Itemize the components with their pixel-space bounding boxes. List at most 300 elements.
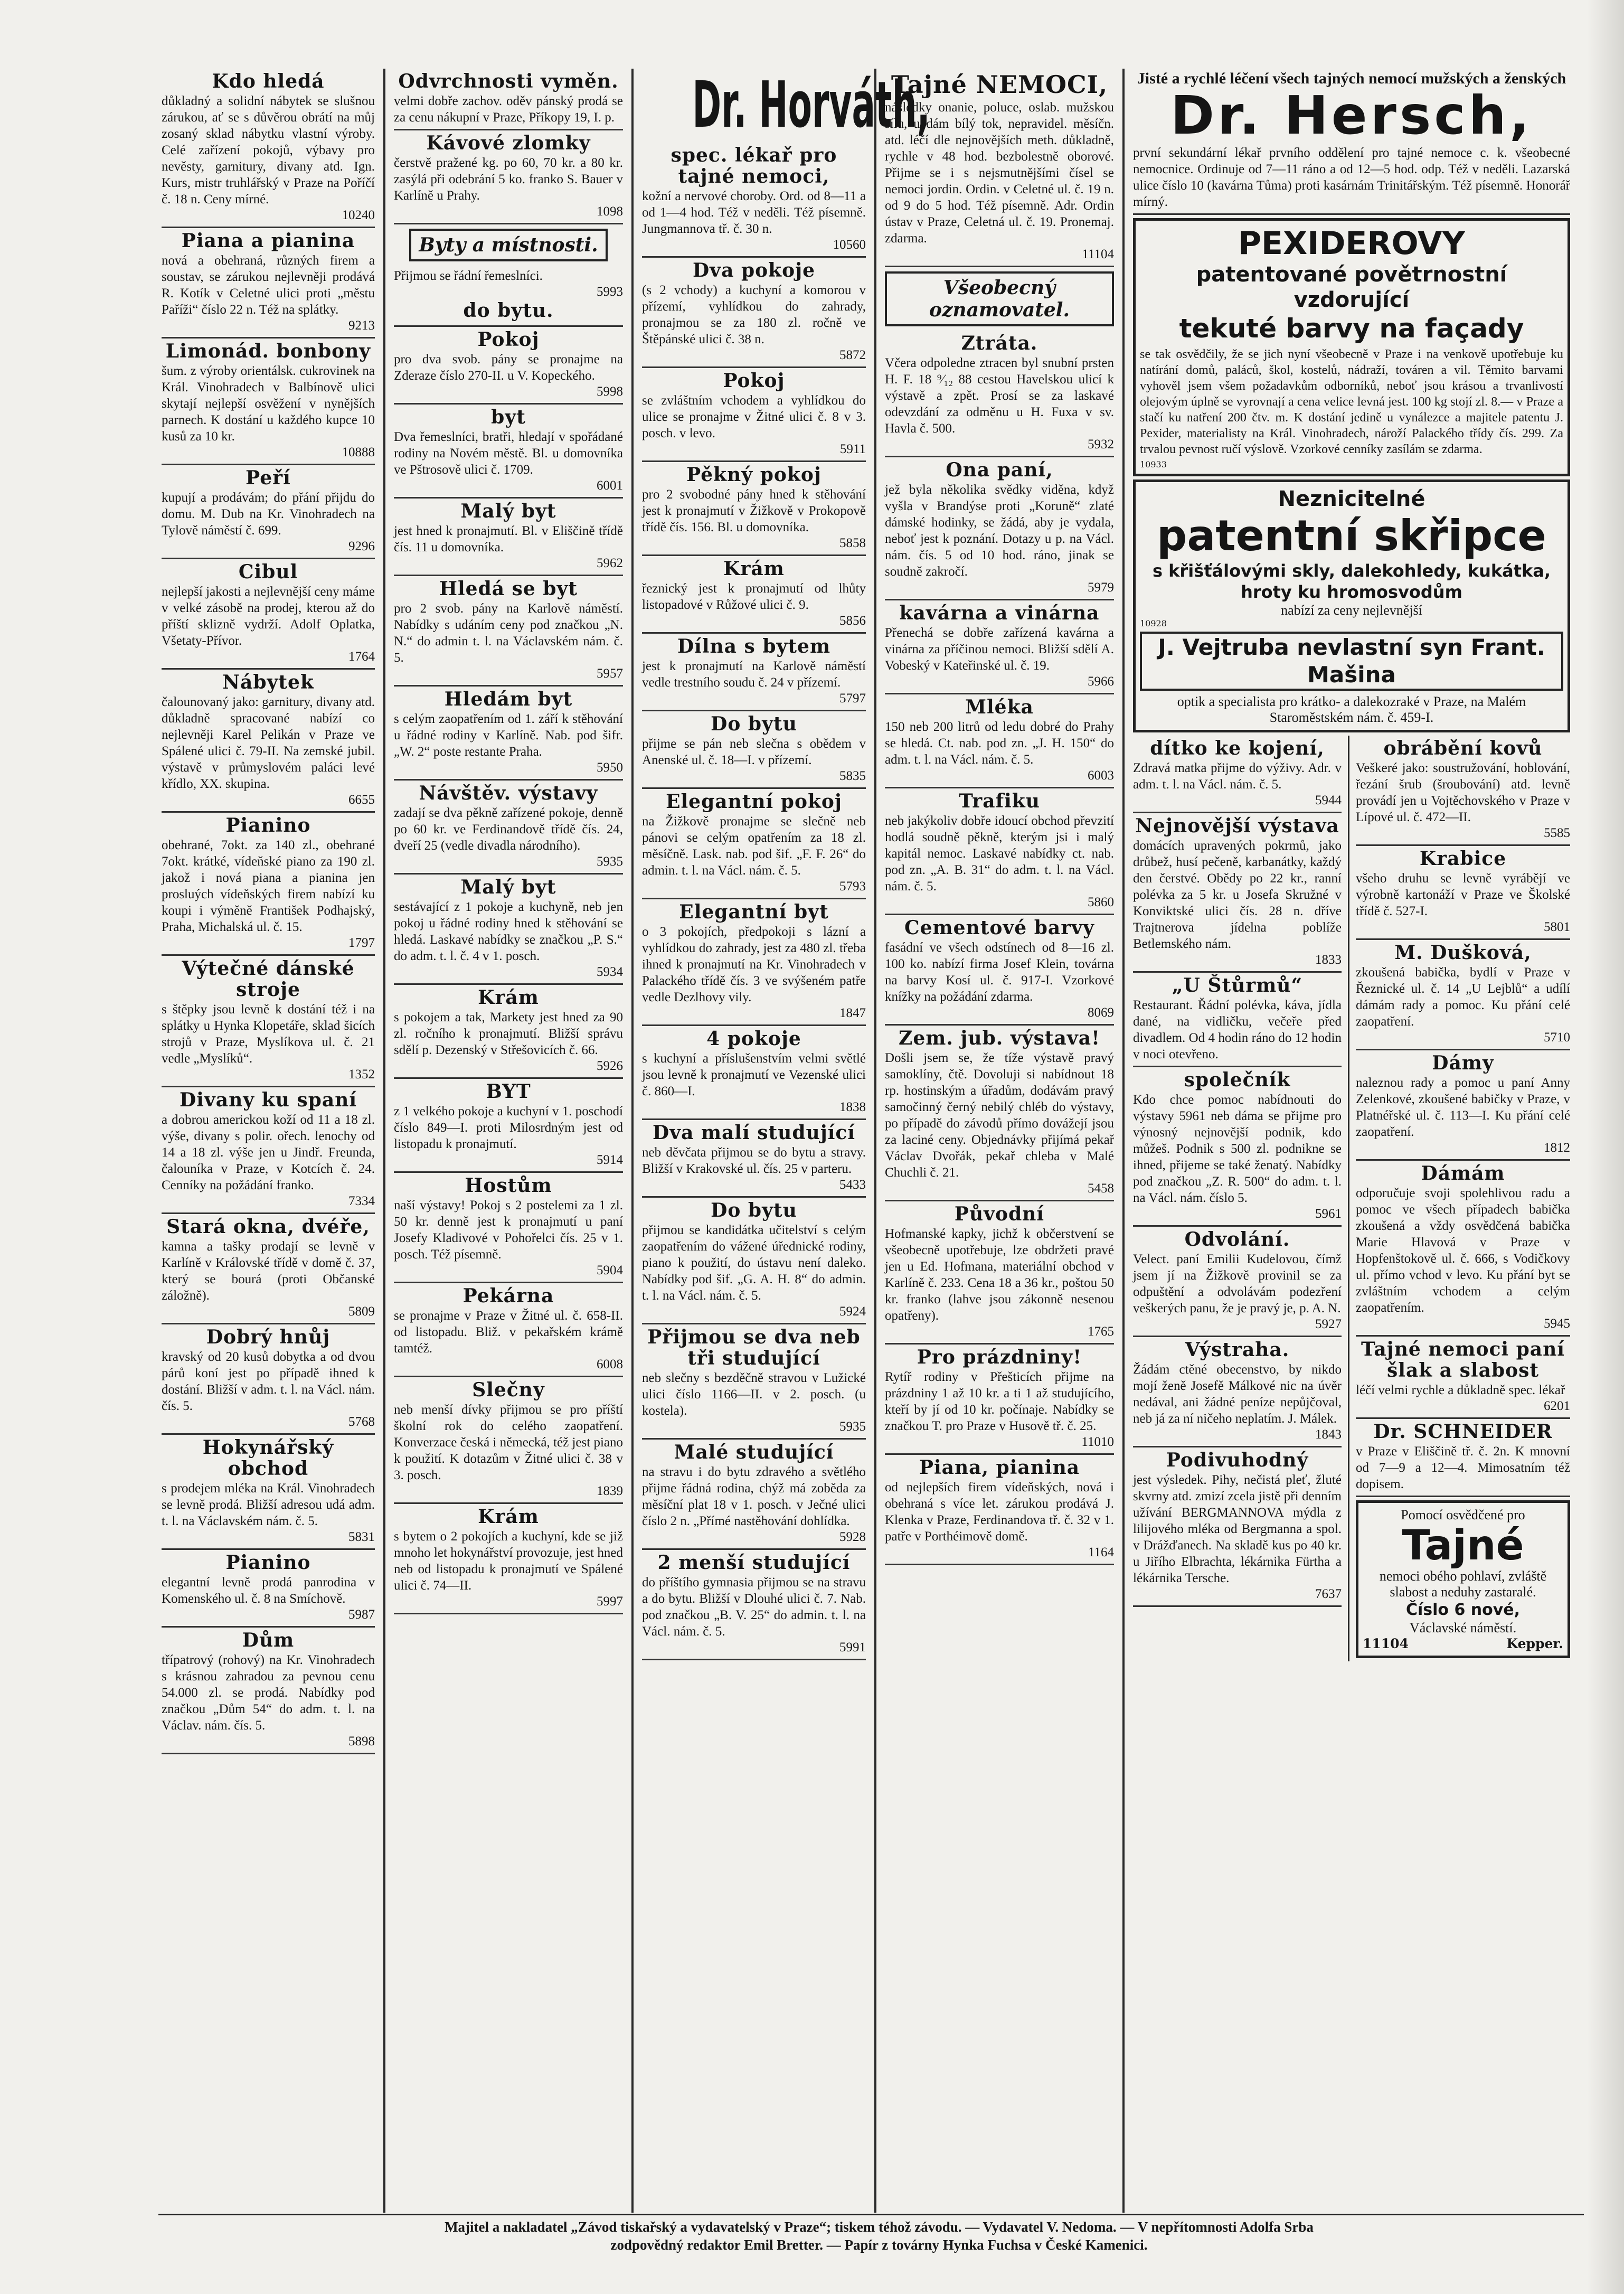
- ad-body: jest k pronajmutí na Karlově náměstí vedle trestního soudu č. 24 v přízemí.: [642, 659, 866, 690]
- ad-number: 1764: [348, 650, 375, 664]
- hersch-name: Dr. Hersch,: [1170, 84, 1533, 146]
- ad-number: 5928: [839, 1530, 866, 1544]
- classified-ad: [1133, 1067, 1342, 1227]
- classified-ad: [885, 600, 1114, 694]
- ad-number: 5831: [348, 1530, 375, 1544]
- skripce-title: Neznicitelné: [1278, 487, 1425, 511]
- pexider-body: se tak osvědčily, že se jich nyní všeobecně v Praze i na venkově upotřebuje ku natírání domů, paláců, škol, kostelů, nádraží, továren a vil. Těmito barvami vyhověl jsem všem požadavkům odborníků, neboť jsou krásou a trvanlivostí olejovým úplně se vyrovnají a cena velice levná jest. 100 kg stojí zl. 8.— v Praze a stačí ku natření 200 čtv. m. K dostání jedině u vynálezce a majitele patentu J. Pexider, materialisty na Král. Vinohradech, nároží Palackého třídy čís. 299. Za trvalou pevnost ručí výslově. Vzorkové cenníky zasílám se zdarma.: [1140, 347, 1563, 456]
- classified-ad: [885, 1455, 1114, 1565]
- classified-ad: [885, 694, 1114, 788]
- ad-number: 7637: [1315, 1587, 1342, 1601]
- classified-ad: [394, 1504, 623, 1614]
- tajne-body: nemoci obého pohlaví, zvláště slabost a neduhy zastaralé.: [1379, 1568, 1547, 1600]
- ad-body: řeznický jest k pronajmutí od lhůty listopadové v Růžové ulici č. 9.: [642, 581, 866, 612]
- ad-title: Nábytek: [222, 671, 314, 693]
- classified-ad: [162, 1214, 375, 1324]
- ad-number: 1098: [597, 204, 623, 219]
- hersch-ad: [1133, 69, 1570, 215]
- ad-title: Slečny: [472, 1379, 545, 1401]
- ad-body: Hofmanské kapky, jichž k občerstvení se všeobecně upotřebuje, lze obdržeti pravé jen u Ed. Hofmana, materiální obchod v Karlíně č. 233. Cena 18 a 36 kr., poštou 50 kr. franko (lahve jsou zákonně nesenou opatřeny).: [885, 1227, 1114, 1323]
- ad-title: Nejnovější výstava: [1135, 815, 1339, 837]
- ad-body: s bytem o 2 pokojích a kuchyní, kde se již mnoho let hokynářství provozuje, jest hned neb od listopadu k pronajmutí ve Spálené ulici č. 74—II.: [394, 1529, 623, 1593]
- ad-title: Kdo hledá: [212, 70, 325, 92]
- classified-ad: [885, 915, 1114, 1026]
- ad-body: důkladný a solidní nábytek se slušnou zárukou, ať se s důvěrou obrátí na můj zosaný sklad nábytku vlastní výroby. Celé zařízení pokojů, výbavy pro nevěsty, garnitury, divany atd. Ign. Kurs, mistr truhlářský v Praze na Poříčí č. 18 n. Ceny mírné.: [162, 94, 375, 206]
- ad-number: 5957: [597, 666, 623, 681]
- ad-title: Tajné nemoci paní šlak a slabost: [1361, 1338, 1565, 1381]
- ad-number: 7334: [348, 1194, 375, 1208]
- ad-number: 5458: [1088, 1181, 1114, 1196]
- classified-ad: [394, 781, 623, 875]
- ad-number: 5932: [1088, 437, 1114, 452]
- ad-number: 10560: [833, 238, 866, 252]
- classified-ad: [1133, 973, 1342, 1067]
- classified-ad: [162, 559, 375, 670]
- ad-title: Hledá se byt: [439, 578, 578, 600]
- tajne-foot: [1363, 1636, 1563, 1651]
- ad-body: Přenechá se dobře zařízená kavárna a vinárna za příčinou nemoci. Bližší sdělí A. Vobeský v Kateřinské ul. č. 19.: [885, 626, 1114, 673]
- ad-body: z 1 velkého pokoje a kuchyní v 1. poschodí číslo 849—I. proti Milosrdným jest od listopadu k pronajmutí.: [394, 1104, 623, 1151]
- ad-number: 5856: [839, 614, 866, 628]
- ad-body: se pronajme v Praze v Žitné ul. č. 658-II. od listopadu. Bliž. v pekařském krámě tamtéž.: [394, 1309, 623, 1356]
- classified-ad: [394, 1283, 623, 1377]
- column-3: [634, 69, 930, 2213]
- ad-number: 5927: [1315, 1317, 1342, 1331]
- ad-number: 5914: [597, 1153, 623, 1167]
- footer-rule: [158, 2214, 1584, 2215]
- tajne-addr: Václavské náměstí.: [1409, 1620, 1517, 1635]
- ad-body: naší výstavy! Pokoj s 2 postelemi za 1 zl. 50 kr. denně jest k pronajmutí u paní Josefy Kladivové v Pohořelci čís. 25 v 1. posch. Též písemně.: [394, 1198, 623, 1262]
- ad-number: 1843: [1315, 1427, 1342, 1442]
- ad-body: přijme se pán neb slečna s obědem v Anenské ul. č. 18—I. v přízemí.: [642, 737, 866, 767]
- ad-title: byt: [491, 406, 526, 428]
- classified-ad: [642, 368, 866, 462]
- ad-body: naleznou rady a pomoc u paní Anny Zelenkové, zkoušené babičky v Praze, v Platnéřské ul. č. 113—I. Ku přání celé zaopatření.: [1356, 1076, 1570, 1139]
- hersch-headline: Jisté a rychlé léčení všech tajných nemocí mužských a ženských: [1137, 70, 1566, 87]
- ad-number: 5433: [839, 1178, 866, 1192]
- ad-number: 5945: [1544, 1317, 1570, 1331]
- classified-ad: [394, 576, 623, 687]
- ad-columns: [153, 69, 1579, 2213]
- dr-horvath-headline: Dr. Horváth,: [692, 69, 930, 142]
- ad-number: 5935: [597, 854, 623, 869]
- ad-title: Peří: [246, 467, 291, 489]
- ad-body: o 3 pokojích, předpokoji s lázní a vyhlídkou do zahrady, jest za 480 zl. třeba ihned k pronajmutí na Kr. Vinohradech v Palackého třídě čís. 3 ve svýšeném patře vedle Dezlhovy vily.: [642, 925, 866, 1004]
- pexider-number: 10933: [1140, 459, 1167, 469]
- skripce-sub: s křišťálovými skly, dalekohledy, kukátka, hroty ku hromosvodům: [1152, 561, 1551, 602]
- classified-ad: [642, 1198, 866, 1324]
- ad-title: Malý byt: [460, 876, 556, 898]
- ad-body: čerstvě pražené kg. po 60, 70 kr. a 80 kr. zasýlá při odebrání 5 ko. franko S. Bauer v Karlíně u Prahy.: [394, 156, 623, 203]
- ad-number: 6655: [348, 793, 375, 807]
- pexider-title: PEXIDEROVY: [1238, 225, 1465, 262]
- ad-body: Zdravá matka přijme do výživy. Adr. v adm. t. l. na Václ. nám. č. 5.: [1133, 761, 1342, 792]
- classified-ad: [1356, 1419, 1570, 1497]
- column-1: [153, 69, 385, 2213]
- ad-title: Přijmou se dva neb tři studující: [647, 1326, 861, 1369]
- classified-ad: [162, 670, 375, 813]
- ad-number: 8069: [1088, 1005, 1114, 1020]
- classified-ad: [885, 457, 1114, 600]
- ad-body: s štěpky jsou levně k dostání též i na splátky u Hynka Klopetáře, sklad šicích strojů v Praze, Myslíkova ul. č. 21 vedle „Myslíků“.: [162, 1002, 375, 1066]
- ad-number: 1839: [597, 1484, 623, 1498]
- ad-title: Hostům: [465, 1174, 552, 1197]
- ad-body: nejlepší jakosti a nejlevnější ceny máme v velké zásobě na prodej, kterou až do příští sklizně vydrží. Adolf Oplatka, Všetaty-Přívor.: [162, 585, 375, 648]
- classified-ad: [642, 1440, 866, 1550]
- imprint-line-1: Majitel a nakladatel „Závod tiskařský a vydavatelský v Praze“; tiskem téhož závodu. — Vydavatel V. Nedoma. — V nepřítomnosti Adolfa Srba: [445, 2219, 1314, 2235]
- ad-number: 5835: [839, 769, 866, 783]
- ad-number: 5991: [839, 1640, 866, 1654]
- classified-ad: [642, 789, 866, 899]
- ad-title: Krám: [478, 1506, 539, 1528]
- classified-ad: [1356, 1337, 1570, 1419]
- ad-number: 11104: [1082, 247, 1114, 261]
- ad-number: 1812: [1544, 1141, 1570, 1155]
- column-2: [385, 69, 634, 2213]
- pexider-sub1: patentované povětrnostní vzdorující: [1196, 262, 1507, 312]
- classified-ad: [885, 1026, 1114, 1201]
- ad-body: Došli jsem se, že tíže výstavě pravý samoklíny, čtě. Dovoluji si nabídnout 18 rp. hostinským a úřadům, dodávám pravý samočinný černý nebilý chléb do výstavy, po případě do závodů přímo dovážejí jsou za laciné ceny. Objednávky přijímá pekař Václav Dvořák, pekař chleba v Malé Chuchli č. 21.: [885, 1051, 1114, 1180]
- pexider-ad: [1133, 218, 1570, 476]
- classified-ad: [1133, 1337, 1342, 1447]
- ad-title: Ztráta.: [961, 332, 1038, 354]
- ad-title: Krabice: [1419, 848, 1507, 870]
- classified-ad: [394, 130, 623, 224]
- classified-ad: [394, 1173, 623, 1283]
- ad-number: 5809: [348, 1304, 375, 1319]
- ad-body: elegantní levně prodá panrodina v Komenského ul. č. 8 na Smíchově.: [162, 1575, 375, 1606]
- ad-title: kavárna a vinárna: [899, 602, 1100, 624]
- classified-ad: [642, 258, 866, 368]
- ad-title: Podivuhodný: [1166, 1449, 1309, 1471]
- classified-ad: [642, 143, 866, 258]
- ad-body: neb jakýkoliv dobře idoucí obchod převzití hodlá soudně pěkně, kterým jsi i malý kapitál nemoc. Laskavé nabídky ct. nab. pod zn. „A. B. 31“ do adm. t. l. na Václ. nám. č. 5.: [885, 814, 1114, 894]
- ad-title: Pokoj: [723, 370, 785, 392]
- classified-ad: [1356, 736, 1570, 846]
- ad-number: 5962: [597, 556, 623, 570]
- ad-body: Včera odpoledne ztracen byl snubní prsten H. F. 18 ⁹⁄₁₂ 88 cestou Havelskou ulicí k výstavě a zpět. Prosí se za laskavé odevzdání za odměnu u H. Fuxa v sv. Havla č. 500.: [885, 356, 1114, 436]
- classified-ad: [162, 1435, 375, 1550]
- ad-number: 5768: [348, 1415, 375, 1429]
- classified-ad: [1356, 1161, 1570, 1337]
- ad-title: 4 pokoje: [706, 1028, 801, 1050]
- ad-body: zkoušená babička, bydlí v Praze v Řeznické ul. č. 14 „U Lejblů“ a udílí dámám rady a pomoc. Ku přání celé zaopatření.: [1356, 965, 1570, 1029]
- ad-title: Trafiku: [959, 790, 1040, 812]
- ad-number: 5993: [597, 285, 623, 299]
- ad-title: Zem. jub. výstava!: [899, 1027, 1100, 1049]
- column-5: [1125, 69, 1579, 2213]
- classified-ad: [162, 339, 375, 465]
- classified-ad: [642, 711, 866, 789]
- ad-title: Piana, pianina: [919, 1456, 1080, 1479]
- ad-title: Dobrý hnůj: [206, 1326, 331, 1348]
- classified-ad: [162, 1324, 375, 1435]
- classified-ad: [642, 899, 866, 1026]
- skripce-big: patentní skřipce: [1157, 511, 1546, 560]
- classified-ad: [1133, 1447, 1342, 1607]
- ad-body: nová a obehraná, různých firem a soustav, se zárukou nejlevněji prodává R. Kotík v Celetné ulici proti „městu Paříži“ číslo 22 n. Též na splátky.: [162, 253, 375, 317]
- ad-body: s kuchyní a příslušenstvím velmi světlé jsou levně k pronajmutí ve Vezenské ulici č. 860—I.: [642, 1051, 866, 1098]
- col5-split: [1133, 736, 1570, 1661]
- ad-title: Výtečné dánské stroje: [182, 957, 355, 1001]
- ad-title: Pro prázdniny!: [917, 1346, 1082, 1368]
- ad-body: pro dva svob. pány se pronajme na Zderaze číslo 270-II. u V. Kopeckého.: [394, 352, 623, 383]
- ad-body: Žádám ctěné obecenstvo, by nikdo mojí ženě Josefě Málkové nic na úvěr nedával, ani žádné peníze nepůjčoval, neb já za ní ničeho neplatím. J. Málek.: [1133, 1362, 1342, 1426]
- ad-number: 1352: [348, 1067, 375, 1082]
- ad-title: Odvrchnosti vyměn.: [398, 70, 619, 92]
- ad-number: 1838: [839, 1100, 866, 1114]
- tajne-name: Kepper.: [1506, 1636, 1563, 1651]
- classified-ad: [394, 1377, 623, 1504]
- tajne-big: Tajné: [1402, 1522, 1524, 1569]
- ad-number: 5961: [1315, 1207, 1342, 1221]
- ad-body: kupují a prodávám; do přání přijdu do domu. M. Dub na Kr. Vinohradech na Tylově náměstí č. 699.: [162, 491, 375, 538]
- ad-number: 5924: [839, 1304, 866, 1319]
- classified-ad: [394, 875, 623, 985]
- ad-body: 150 neb 200 litrů od ledu dobré do Prahy se hledá. Ct. nab. pod zn. „J. H. 150“ do adm. t. l. na Václ. nám. č. 5.: [885, 720, 1114, 767]
- classified-ad: [642, 634, 866, 711]
- ad-number: 5898: [348, 1734, 375, 1748]
- ad-body: na Žižkově pronajme se slečně neb pánovi se celým opatřením za 18 zl. měsíčně. Lask. nab. pod šif. „F. F. 26“ do admin. t. l. na Václ. nám. č. 5.: [642, 814, 866, 878]
- ad-number: 1833: [1315, 953, 1342, 967]
- classified-ad: [885, 331, 1114, 457]
- ad-body: a dobrou americkou koží od 11 a 18 zl. výše, divany s polir. ořech. lenochy od 14 a 18 zl. výše jen u Jindř. Freunda, čalouníka v Praze, v Kotcích č. 24. Cenníky na požádání franko.: [162, 1113, 375, 1192]
- ad-body: se zvláštním vchodem a vyhlídkou do ulice se pronajme v Žitné ulici č. 8 v 3. posch. v levo.: [642, 393, 866, 440]
- ad-number: 5998: [597, 384, 623, 399]
- ad-number: 9213: [348, 318, 375, 333]
- ad-number: 6003: [1088, 768, 1114, 783]
- ad-title: Do bytu: [711, 713, 797, 735]
- ad-title: Kávové zlomky: [426, 132, 591, 154]
- ad-body: s celým zaopatřením od 1. září k stěhování u řádné rodiny v Karlíně. Nab. pod šifr. „W. 2“ poste restante Praha.: [394, 712, 623, 759]
- ad-title: dítko ke kojení,: [1150, 737, 1325, 759]
- ad-body: Rytíř rodiny v Přešticích přijme na prázdniny 1 až 10 kr. a ti 1 až studujícího, kteří by jí od 10 kr. počínaje. Nabídky se značkou T. pro Praze v Husově tř. č. 25.: [885, 1370, 1114, 1433]
- classified-ad: [394, 327, 623, 405]
- ad-body: velmi dobře zachov. oděv pánský prodá se za cenu nákupní v Praze, Příkopy 19, I. p.: [394, 94, 623, 125]
- ad-body: přijmou se kandidátka učitelství s celým zaopatřením do vážené úřednické rodiny, piano k použití, do ústavu není daleko. Nabídky pod šif. „G. A. H. 8“ do admin. t. l. na Václ. nám. č. 5.: [642, 1223, 866, 1303]
- ad-title: do bytu.: [463, 299, 554, 322]
- ad-body: jež byla několika svědky viděna, když vyšla v Brandýse proti „Koruně“ zlaté dámské hodinky, se žádá, aby je vydala, neboť jest k poznání. Dotazy u p. na Václ. nám. čís. 5 od 10 hod. ráno, jinak se soudně zakročí.: [885, 483, 1114, 579]
- ad-title: Návštěv. výstavy: [419, 782, 598, 804]
- tajne-cislo: Číslo 6 nové,: [1405, 1601, 1521, 1619]
- ad-body: Přijmou se řádní řemeslníci.: [394, 269, 543, 283]
- ad-body: fasádní ve všech odstínech od 8—16 zl. 100 ko. nabízí firma Josef Klein, továrna na barvy Kosí ul. č. 917-I. Vzorkové knížky na požádání zdarma.: [885, 941, 1114, 1004]
- ad-body: následky onanie, poluce, oslab. mužskou sílu, u dám bílý tok, nepravidel. měsíčn. atd. léčí dle nejnovějších meth. důkladně, rychle v 48 hod. bezbolestně oborové. Přijme se i s nejsmutnějšími čísel se nemoci jordin. Ordin. v Celetné ul. č. 19 n. od 9 do 5 hod. Též písemně. Adr. Ordin ústav v Praze, Celetná ul. č. 19. Pronemaj. zdarma.: [885, 100, 1114, 246]
- ad-title: Dva pokoje: [692, 259, 816, 281]
- ad-title: Limonád. bonbony: [165, 340, 371, 362]
- ad-body: jest výsledek. Pihy, nečistá pleť, žluté skvrny atd. zmizí zcela jistě při denním užívání BERGMANNOVA mýdla z lilijového mléka od Bergmanna a spol. v Drážďanech. Na skladě kus po 40 kr. u Jiřího Elbrachta, lékárnika Fürtha a lékárnika Tersche.: [1133, 1473, 1342, 1585]
- ad-body: šum. z výroby orientálsk. cukrovinek na Král. Vinohradech v Balbínově ulici skytají nejlepší osvěžení v nynějších parnech. K dostání u každého kupce 10 kusů za 10 kr.: [162, 364, 375, 444]
- ad-title: Piana a pianina: [181, 230, 355, 252]
- ad-body: čalounovaný jako: garnitury, divany atd. důkladně spracované nabízí co nejlevněji Karel Pelikán v Praze ve Spálené ulici č. 79-II. Na zemské jubil. výstavě v průmyslovém paláci levé křídlo, XX. skupina.: [162, 695, 375, 791]
- ad-number: 5987: [348, 1607, 375, 1622]
- ad-body: léčí velmi rychle a důkladně spec. lékař: [1356, 1383, 1565, 1397]
- pexider-sub2: tekuté barvy na façady: [1179, 313, 1524, 344]
- classified-ad: [642, 1324, 866, 1440]
- section-label-wrap: [394, 224, 623, 266]
- ad-title: Elegantní byt: [679, 901, 829, 923]
- classified-ad: [642, 1120, 866, 1198]
- ad-title: Tajné NEMOCI,: [891, 70, 1108, 99]
- ad-body: obehrané, 7okt. za 140 zl., obehrané 7okt. krátké, vídeňské piano za 190 zl. jakož i nová piana a pianina jen prosluých vídeňských firem nabízí ku koupi i výměně František Podhajský, Praha, Michalská ul. č. 15.: [162, 838, 375, 934]
- ad-body: sestávající z 1 pokoje a kuchyně, neb jen pokoj u řádné rodiny hned k stěhování se hledá. Laskavé nabídky se značkou „P. S.“ do adm. t. l. č. 4 v 1. posch.: [394, 900, 623, 963]
- ad-title: Divany ku spaní: [179, 1089, 357, 1111]
- ad-title: Malý byt: [460, 500, 556, 522]
- hersch-body: první sekundární lékař prvního oddělení pro tajné nemoce c. k. všeobecné nemocnice. Ordinuje od 7—11 ráno a od 12—5 hod. odp. Též v neděli. Lazarská ulice číslo 10 (kavárna Tůma) proti kasárnám Trinitářským. Též písemně. Honorář mírný.: [1133, 146, 1570, 209]
- ad-title: obrábění kovů: [1383, 737, 1543, 759]
- classified-ad: [1356, 1050, 1570, 1161]
- classified-ad: [885, 1201, 1114, 1345]
- ad-body: neb slečny s bezděčně stravou v Lužické ulici číslo 1166—II. v 2. posch. (u kostela).: [642, 1371, 866, 1418]
- ad-body: kožní a nervové choroby. Ord. od 8—11 a od 1—4 hod. Též v neděli. Též písemně. Jungmannova tř. č. 30 n.: [642, 189, 866, 236]
- ad-body: Restaurant. Řádní polévka, káva, jídla dané, na vidličku, večeře před divadlem. Od 4 hodin ráno do 12 hodin v noci otevřeno.: [1133, 998, 1342, 1061]
- ad-body: všeho druhu se levně vyrábějí ve výrobně kartonáží v Praze ve Školské třídě č. 527-I.: [1356, 871, 1570, 918]
- ad-title: Pokoj: [477, 328, 540, 351]
- ad-body: v Praze v Eliščině tř. č. 2n. K mnovní od 7—9 a 12—4. Mimosatním též dopisem.: [1356, 1444, 1570, 1491]
- ad-number: 5979: [1088, 580, 1114, 595]
- classified-ad: [394, 687, 623, 781]
- ad-body: třípatrový (rohový) na Kr. Vinohradech s krásnou zahradou za pevnou cenu 54.000 zl. se prodá. Nabídky pod značkou „Dům 54“ do adm. t. l. na Václav. nám. čís. 5.: [162, 1653, 375, 1733]
- classified-ad: [885, 788, 1114, 915]
- classified-ad: [885, 1345, 1114, 1455]
- scan-edge-shadow: [1587, 0, 1624, 2294]
- ad-title: Pianino: [225, 814, 311, 836]
- ad-title: BYT: [486, 1080, 531, 1103]
- classified-ad: [162, 69, 375, 228]
- ad-number: 9296: [348, 539, 375, 553]
- ad-body: (s 2 vchody) a kuchyní a komorou v přízemí, vyhlídkou do zahrady, pronajmou se za 180 zl. ročně ve Štěpánské ulici č. 38 n.: [642, 283, 866, 346]
- ad-title: spec. lékař pro tajné nemoci,: [671, 144, 837, 187]
- classified-ad: [394, 499, 623, 576]
- classified-ad: [394, 405, 623, 499]
- tajne-top: Pomocí osvědčené pro: [1401, 1507, 1525, 1522]
- ad-body: neb děvčata přijmou se do bytu a stravy. Bližší v Krakovské ul. čís. 25 v parteru.: [642, 1145, 866, 1176]
- classified-ad: [162, 1628, 375, 1754]
- imprint: [180, 2218, 1579, 2254]
- ad-body: neb menší dívky přijmou se pro příští školní rok do celého zaopatření. Konverzace česká i německá, též jest piano k použití. K dotazům v Žitné ulici č. 38 v 3. posch.: [394, 1403, 623, 1482]
- ad-title: Dámy: [1432, 1052, 1494, 1074]
- skripce-sub2: nabízí za ceny nejlevnější: [1281, 603, 1422, 618]
- ad-number: 5944: [1315, 793, 1342, 807]
- ad-title: Dům: [242, 1629, 295, 1651]
- ad-title: Odvolání.: [1184, 1228, 1290, 1251]
- ad-number: 5997: [597, 1594, 623, 1609]
- ad-title: Pekárna: [462, 1285, 554, 1307]
- ad-title: Výstraha.: [1185, 1339, 1290, 1361]
- ad-number: 6008: [597, 1357, 623, 1371]
- ad-title: Mléka: [965, 696, 1034, 718]
- ad-number: 11010: [1081, 1435, 1114, 1449]
- ad-number: 1164: [1088, 1545, 1114, 1559]
- ad-body: kamna a tašky prodají se levně v Karlíně v Královské třídě v domě č. 37, který se bourá (proti Občanské záložně).: [162, 1239, 375, 1303]
- classified-ad: [1356, 940, 1570, 1050]
- ad-body: jest hned k pronajmutí. Bl. v Eliščině třídě čís. 11 u domovníka.: [394, 524, 623, 554]
- ad-title: Dílna s bytem: [677, 635, 831, 657]
- ad-number: 5797: [839, 691, 866, 706]
- classified-ad: [394, 1079, 623, 1173]
- classified-ad: [162, 956, 375, 1087]
- ad-number: 10888: [342, 445, 375, 459]
- ad-number: 1847: [839, 1006, 866, 1020]
- ad-body: odporučuje svoji spolehlivou radu a pomoc ve všech případech babička zkoušená a vždy osvědčená babička Marie Hlavová v Praze v Hopfenštokově ul. č. 666, s Vodičkovy ul. přímo vchod v levo. Ku přání byt se zvláštním vchodem a celým zaopatřením.: [1356, 1186, 1570, 1315]
- ad-body: zadají se dva pěkně zařízené pokoje, denně po 60 kr. ve Ferdinandově třídě čís. 24, dveří 25 (vedle divadla národního).: [394, 806, 623, 853]
- ad-title: Dámám: [1421, 1162, 1505, 1184]
- classified-ad: [394, 69, 623, 130]
- ad-number: 5858: [839, 536, 866, 550]
- ad-title: společník: [1184, 1069, 1291, 1091]
- ad-number: 6201: [1544, 1399, 1570, 1413]
- classified-ad: [162, 228, 375, 339]
- ad-number: 5934: [597, 965, 623, 979]
- ad-title: Krám: [723, 558, 785, 580]
- ad-number: 1797: [348, 936, 375, 950]
- ad-title: Dr. SCHNEIDER: [1373, 1421, 1553, 1443]
- ad-title: Původní: [954, 1203, 1045, 1225]
- ad-body: s pokojem a tak, Markety jest hned za 90 zl. ročního k pronajmutí. Bližší správu sdělí p. Dezenský v Střešovicích č. 66.: [394, 1010, 623, 1057]
- imprint-line-2: zodpovědný redaktor Emil Bretter. — Papír z továrny Hynka Fuchsa v České Kamenici.: [610, 2237, 1148, 2253]
- tajne-number: 11104: [1363, 1636, 1409, 1651]
- ad-body: pro 2 svob. pány na Karlově náměstí. Nabídky s udáním ceny pod značkou „N. N.“ do admin t. l. na Václavském nám. č. 5.: [394, 601, 623, 665]
- ad-body: s prodejem mléka na Král. Vinohradech se levně prodá. Bližší adresou udá adm. t. l. na Václavském nám. č. 5.: [162, 1481, 375, 1528]
- ad-body: na stravu i do bytu zdravého a světlého přijme řádná rodina, chýž má zoběda za měsíční plat 18 v 1. posch. v Ječné ulici číslo 2 n. „Přímé nastěhování dohlídka.: [642, 1465, 866, 1528]
- ad-title: Malé studující: [674, 1441, 834, 1463]
- ad-title: Krám: [478, 986, 539, 1009]
- classified-ad: [1133, 736, 1342, 813]
- ad-title: Do bytu: [711, 1199, 797, 1221]
- ad-body: od nejlepších firem vídeňských, nová i obehraná s více let. zárukou prodává J. Klenka v Praze, Ferdinandova tř. č. 32 v 1. patře v Porthéimově domě.: [885, 1480, 1114, 1544]
- classified-ad: [162, 1087, 375, 1214]
- ad-number: 5793: [839, 879, 866, 894]
- ad-body: Velect. paní Emilii Kudelovou, čímž jsem jí na Žižkově provinil se za odpuštění a odvolávám podezření veškerých panu, že je pravý je, p. A. N.: [1133, 1252, 1342, 1315]
- ad-title: Cibul: [238, 561, 298, 583]
- tajne-ad: [1356, 1500, 1570, 1658]
- ad-number: 5966: [1088, 674, 1114, 689]
- classified-ad: [162, 813, 375, 956]
- ad-title: 2 menší studující: [657, 1552, 851, 1574]
- ad-number: 5801: [1544, 920, 1570, 934]
- ad-body: Dva řemeslníci, bratři, hledají v spořádané rodiny na Novém městě. Bl. u domovníka ve Pštrosově ulici č. 1709.: [394, 430, 623, 477]
- ad-body: kravský od 20 kusů dobytka a od dvou párů koní jest po případě ihned k dostání. Bližší v adm. t. l. na Václ. nám. čís. 5.: [162, 1350, 375, 1413]
- ad-number: 5710: [1544, 1030, 1570, 1045]
- skripce-ad: [1133, 480, 1570, 732]
- classified-ad: [1133, 1227, 1342, 1337]
- ad-title: Pianino: [225, 1552, 311, 1574]
- section-label: Byty a místnosti.: [409, 229, 607, 261]
- col5-left: [1133, 736, 1349, 1661]
- ad-number: 5904: [597, 1263, 623, 1277]
- section-label: Všeobecný oznamovatel.: [885, 271, 1114, 326]
- column-4: [876, 69, 1125, 2213]
- ad-title: „U Štůrmů“: [1172, 974, 1303, 996]
- ad-title: Pěkný pokoj: [686, 464, 822, 486]
- ad-title: Elegantní pokoj: [666, 791, 842, 813]
- skripce-foot: optik a specialista pro krátko- a dalekozraké v Praze, na Malém Staroměstském nám. č. 459-I.: [1177, 694, 1526, 725]
- ad-number: 5911: [839, 442, 866, 456]
- classified-ad: [1356, 846, 1570, 940]
- ad-title: Stará okna, dvéře,: [166, 1216, 370, 1238]
- ad-title: Cementové barvy: [904, 917, 1095, 939]
- classified-ad: [162, 1550, 375, 1628]
- ad-number: 5926: [597, 1059, 623, 1073]
- classified-ad: [642, 1550, 866, 1660]
- ad-number: 5950: [597, 760, 623, 775]
- classified-ad: [162, 465, 375, 559]
- ad-body: domácích upravených pokrmů, jako drůbež, husí pečeně, karbanátky, každý den čerstvé. Obědy po 22 kr., ranní polévka za 5 kr. u Josefa Skružné v Konviktské ulici čís. 28 n. dříve Trajtnerova jídelna poblíže Betlemského nám.: [1133, 839, 1342, 951]
- ad-number: 5935: [839, 1419, 866, 1434]
- ad-number: 1765: [1088, 1324, 1114, 1339]
- ad-title: M. Dušková,: [1394, 942, 1532, 964]
- ad-number: 5585: [1544, 826, 1570, 840]
